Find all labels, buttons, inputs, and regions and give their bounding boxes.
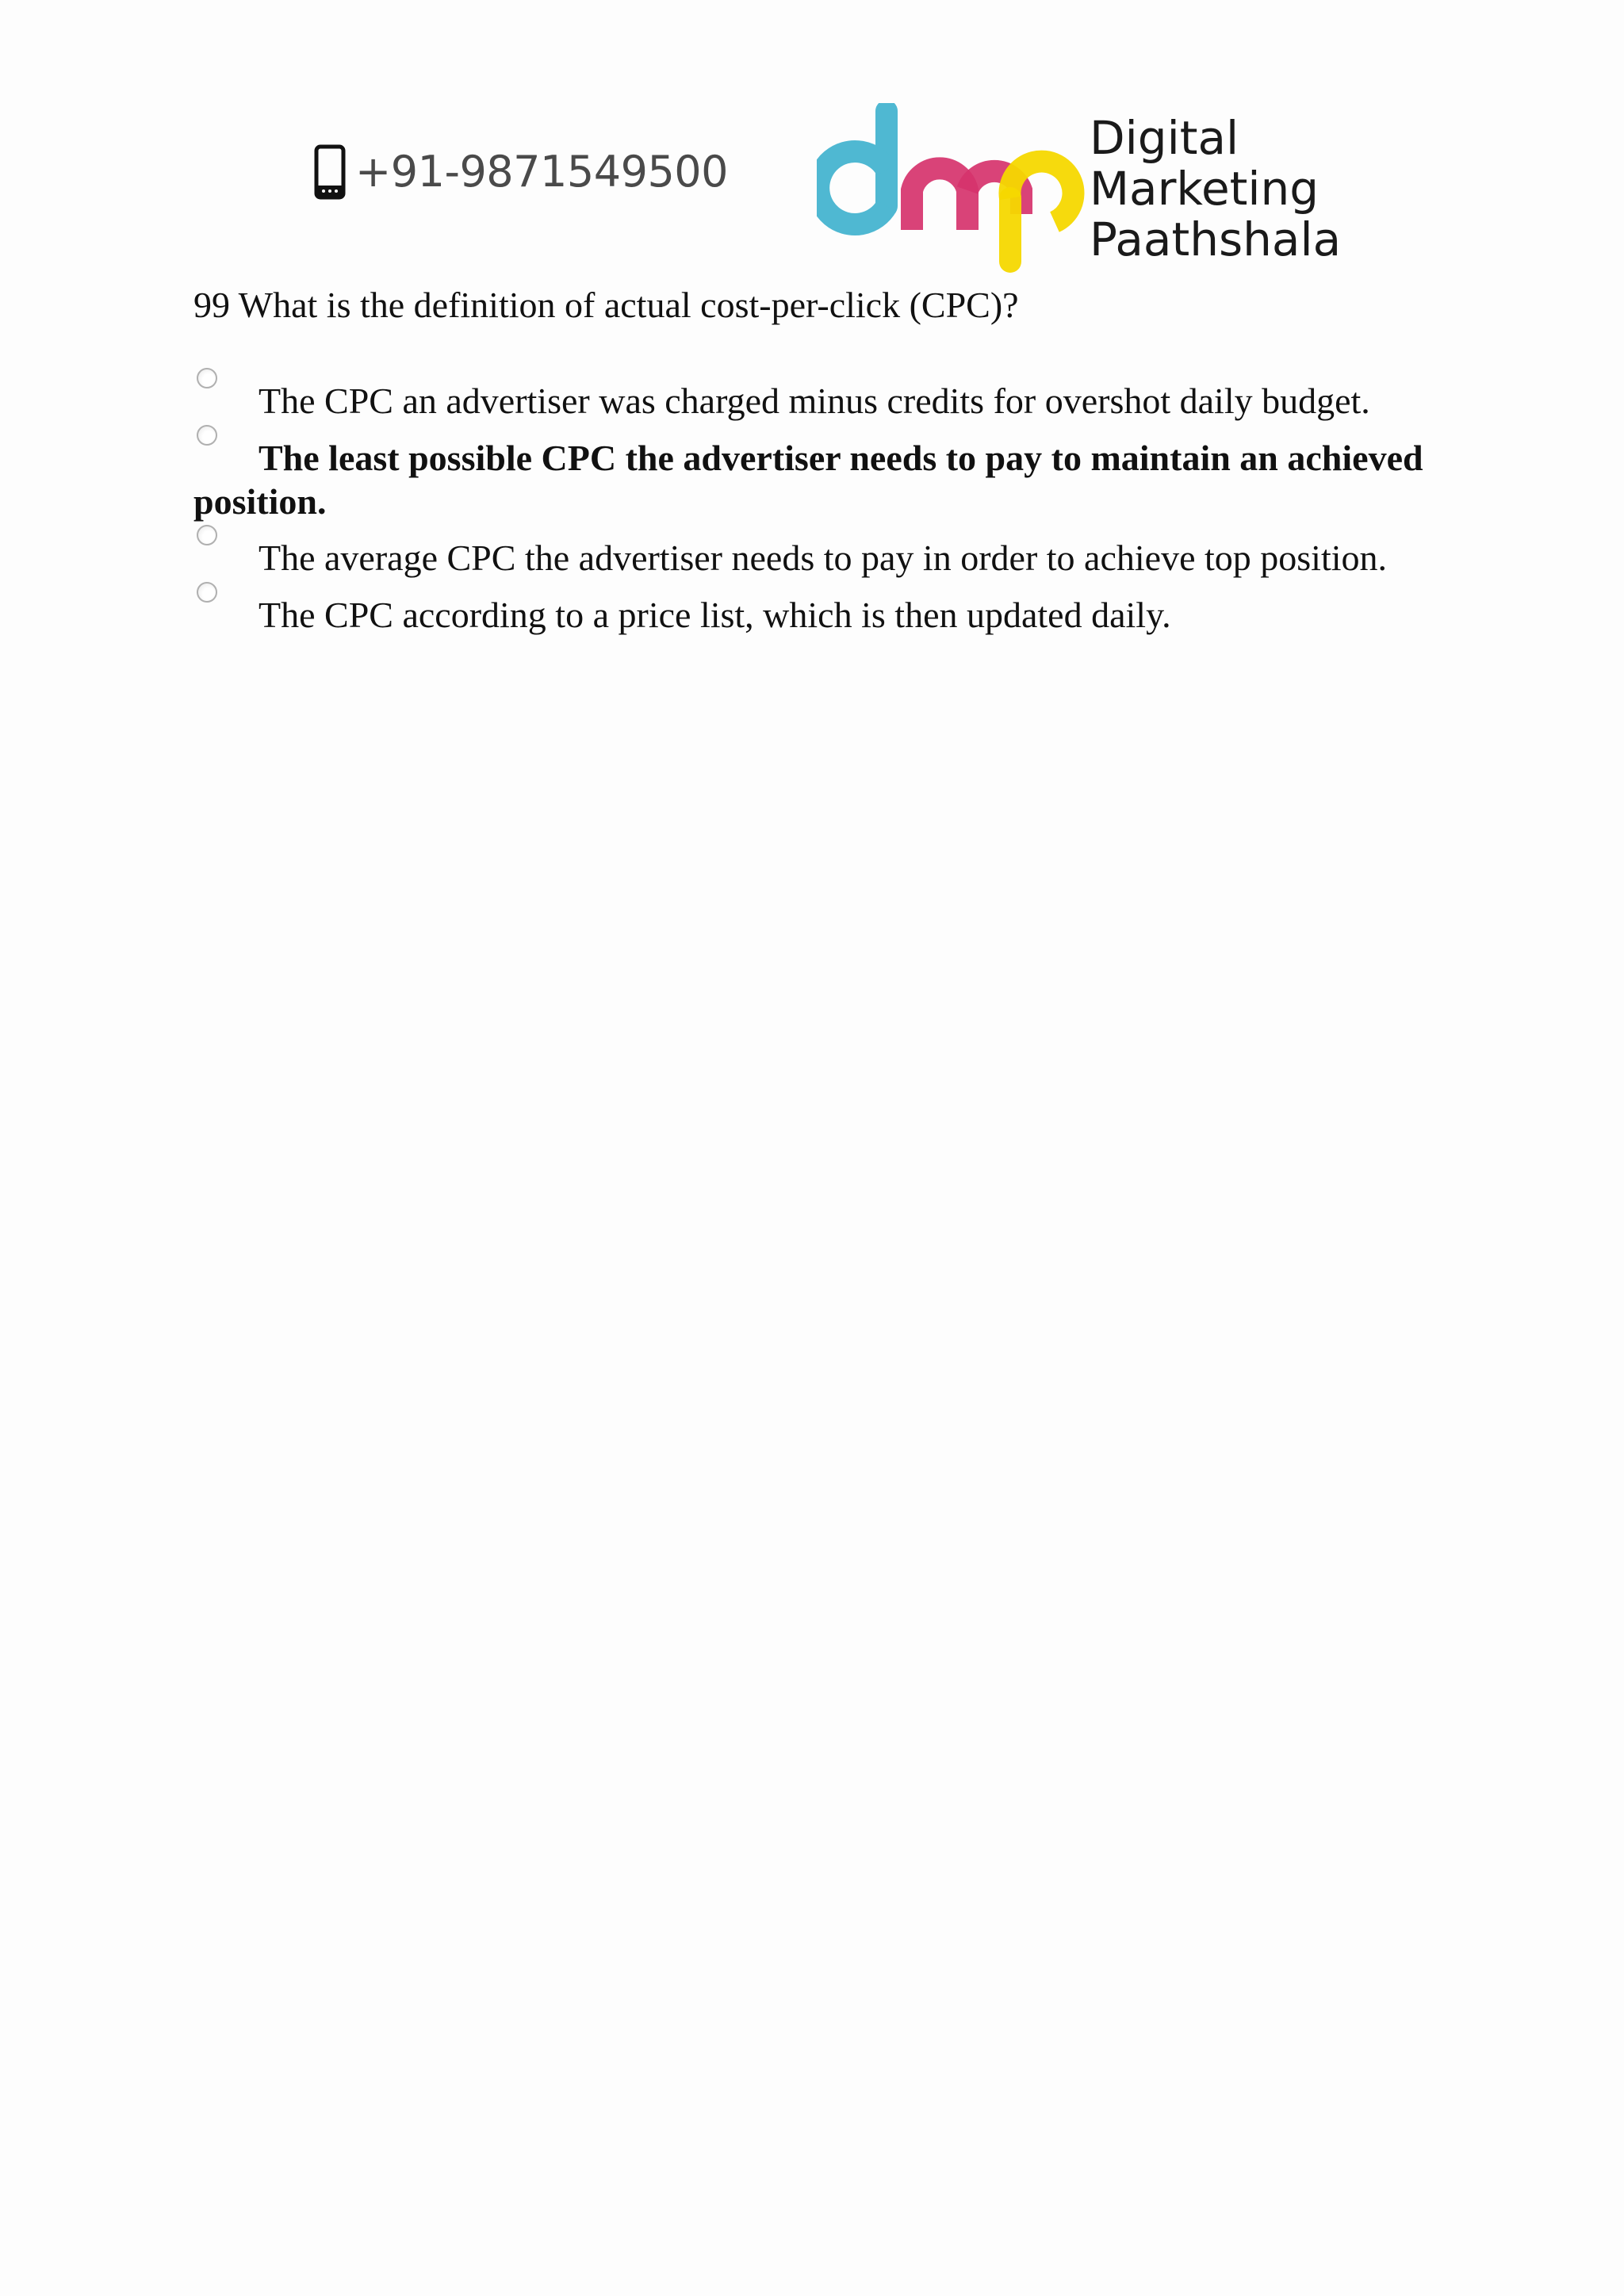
answer-option-label: The CPC according to a price list, which is then updated daily. [259,595,1171,635]
mobile-phone-icon [314,144,346,200]
answer-option-4[interactable] [193,593,1431,637]
dmp-logo-mark [817,103,1086,277]
logo-text-line-1: Digital [1090,111,1239,165]
answer-option-3[interactable] [193,536,1431,580]
answer-option-2[interactable] [193,436,1431,523]
question-text: 99 What is the definition of actual cost-per-click (CPC)? [193,285,1019,325]
dmp-logo [817,103,1342,277]
answer-option-label: The least possible CPC the advertiser needs to pay to maintain an achieved position. [193,438,1423,522]
logo-text-line-2: Marketing [1090,162,1320,216]
logo-text-line-3: Paathshala [1090,212,1342,266]
answer-option-label: The average CPC the advertiser needs to pay in order to achieve top position. [259,538,1388,578]
radio-button-icon[interactable] [197,368,217,388]
radio-button-icon[interactable] [197,425,217,446]
radio-button-icon[interactable] [197,525,217,545]
answer-option-1[interactable] [193,379,1431,423]
radio-button-icon[interactable] [197,582,217,603]
phone-number: +91-9871549500 [355,147,729,197]
header-phone [314,144,728,200]
logo-wordmark [1090,113,1341,265]
answer-option-label: The CPC an advertiser was charged minus credits for overshot daily budget. [259,381,1370,421]
